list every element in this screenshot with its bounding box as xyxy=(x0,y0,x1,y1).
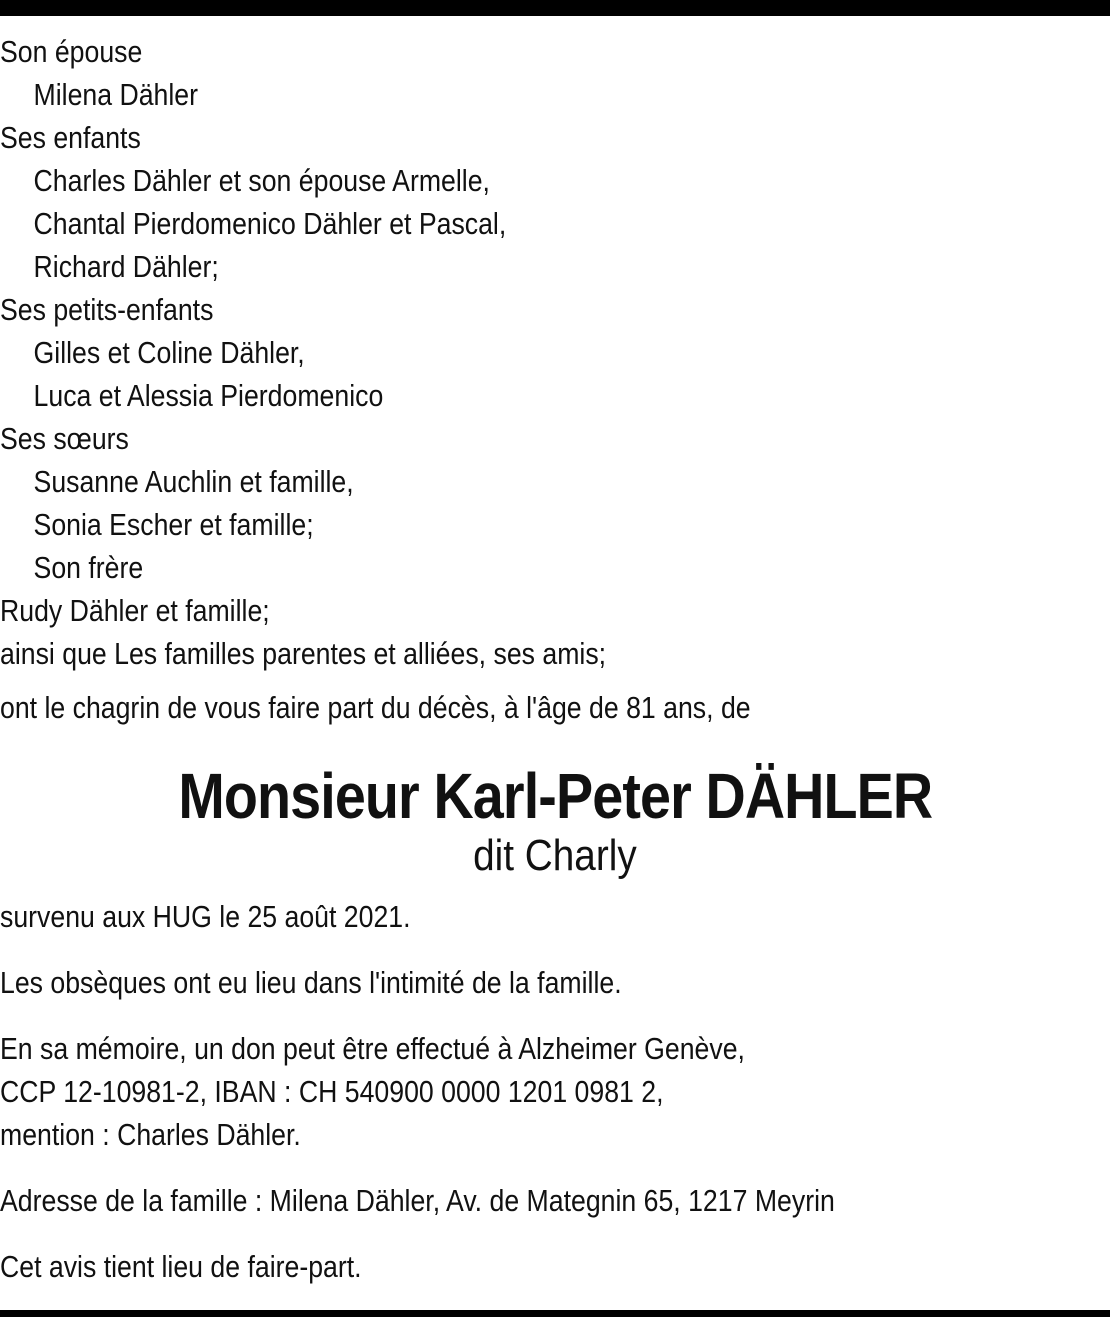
spouse-name: Milena Dähler xyxy=(33,77,199,112)
closing-note: Cet avis tient lieu de faire-part. xyxy=(0,1249,362,1284)
grandchildren-heading: Ses petits-enfants xyxy=(0,292,214,327)
deceased-name-text: Monsieur Karl-Peter DÄHLER xyxy=(178,760,932,832)
family-list xyxy=(0,30,955,729)
deceased-name-block xyxy=(0,756,1110,882)
deceased-name xyxy=(0,756,1110,836)
children-heading: Ses enfants xyxy=(0,120,141,155)
sister-entry: Susanne Auchlin et famille, xyxy=(33,464,354,499)
funeral-info: Les obsèques ont eu lieu dans l'intimité de la famille. xyxy=(0,965,622,1000)
grandchild-entry: Gilles et Coline Dähler, xyxy=(33,335,305,370)
grandchild-entry: Luca et Alessia Pierdomenico xyxy=(33,378,384,413)
deceased-nickname xyxy=(0,830,1110,882)
spacer xyxy=(0,1004,955,1027)
family-address: Adresse de la famille : Milena Dähler, Av. de Mategnin 65, 1217 Meyrin xyxy=(0,1183,835,1218)
announcement-details xyxy=(0,895,955,1288)
sister-entry: Sonia Escher et famille; xyxy=(33,507,314,542)
spacer xyxy=(0,1222,955,1245)
announcement-intro: ont le chagrin de vous faire part du décès, à l'âge de 81 ans, de xyxy=(0,690,751,725)
child-entry: Richard Dähler; xyxy=(33,249,219,284)
spouse-heading: Son épouse xyxy=(0,34,143,69)
top-border-rule xyxy=(0,0,1110,16)
other-relatives: ainsi que Les familles parentes et alliées, ses amis; xyxy=(0,636,607,671)
donation-line: En sa mémoire, un don peut être effectué à Alzheimer Genève, xyxy=(0,1031,745,1066)
death-info: survenu aux HUG le 25 août 2021. xyxy=(0,899,411,934)
child-entry: Charles Dähler et son épouse Armelle, xyxy=(33,163,490,198)
sisters-heading: Ses sœurs xyxy=(0,421,129,456)
child-entry: Chantal Pierdomenico Dähler et Pascal, xyxy=(33,206,507,241)
donation-line: mention : Charles Dähler. xyxy=(0,1117,301,1152)
deceased-nickname-text: dit Charly xyxy=(473,831,637,880)
brother-heading: Son frère xyxy=(33,550,144,585)
donation-line: CCP 12-10981-2, IBAN : CH 540900 0000 1201 0981 2, xyxy=(0,1074,664,1109)
spacer xyxy=(0,675,955,686)
bottom-border-rule xyxy=(0,1310,1110,1317)
spacer xyxy=(0,1156,955,1179)
spacer xyxy=(0,938,955,961)
brother-entry: Rudy Dähler et famille; xyxy=(0,593,270,628)
